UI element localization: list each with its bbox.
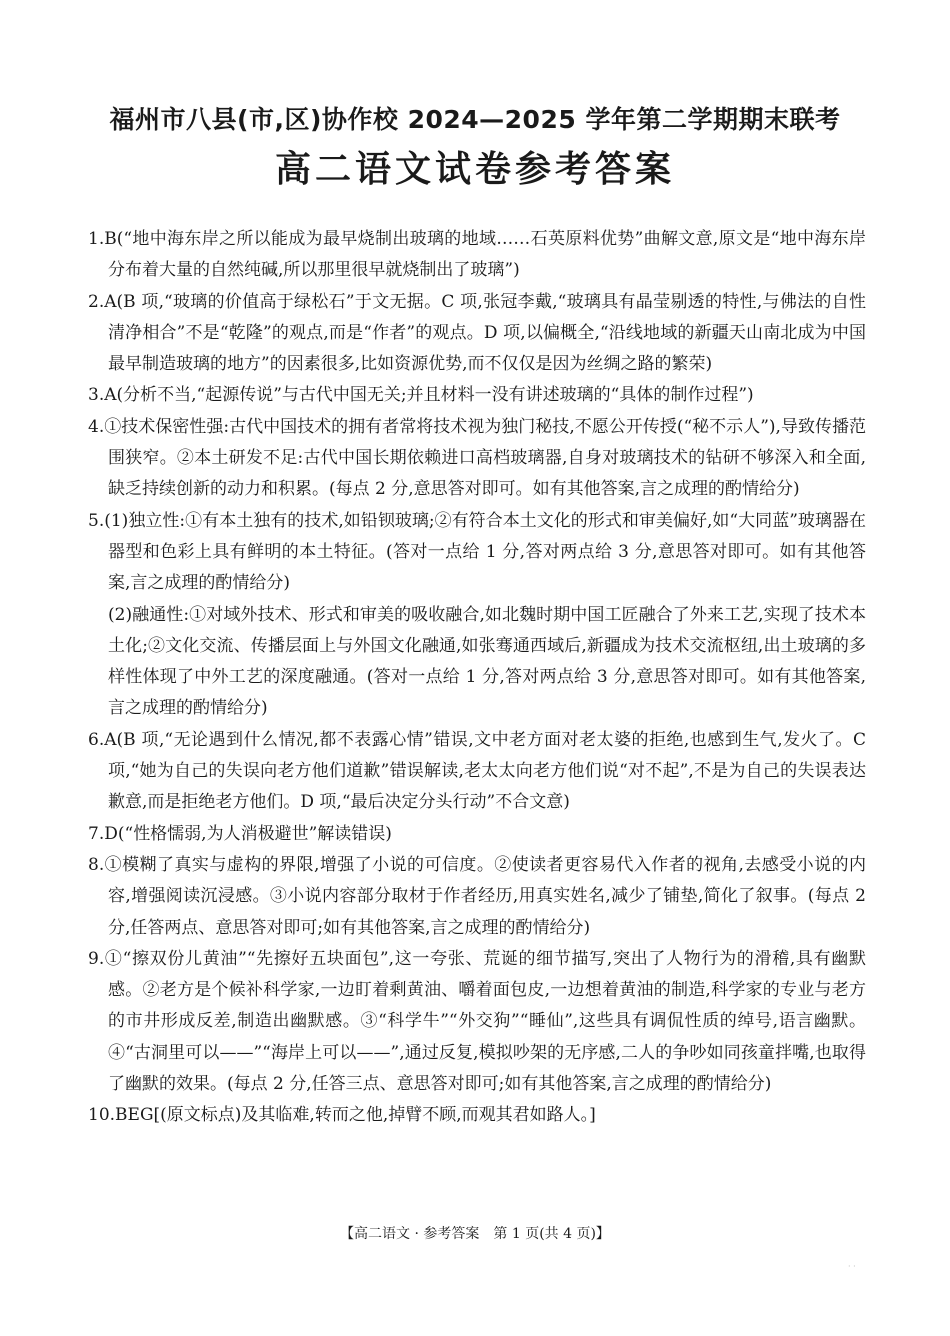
answer-item-9 (88, 944, 866, 1100)
answer-number: 3. (88, 385, 105, 406)
answer-item-8 (88, 850, 866, 944)
answer-number: 7. (88, 823, 105, 844)
answer-item-4 (88, 412, 866, 506)
answer-item-3 (88, 380, 866, 411)
answer-number: 2. (88, 291, 105, 312)
document-header (0, 100, 950, 198)
answer-item-1 (88, 224, 866, 287)
answer-item-7 (88, 819, 866, 850)
answer-item-5-part-2 (88, 600, 866, 725)
document-title: 高二语文试卷参考答案 (274, 149, 675, 190)
answer-text: (2)融通性:①对域外技术、形式和审美的吸收融合,如北魏时期中国工匠融合了外来工艺,实现了技术本土化;②文化交流、传播层面上与外国文化融通,如张骞通西域后,新疆成为技术交流枢纽,出土玻璃的多样性体现了中外工艺的深度融通。(答对一点给 1 分,答对两点给 3 分,意思答对即可。如有其他答案,言之成理的酌情给分) (108, 604, 866, 719)
answer-text: D(“性格懦弱,为人消极避世”解读错误) (104, 823, 392, 844)
answer-number: 9. (88, 948, 105, 969)
answer-text: ①技术保密性强:古代中国技术的拥有者常将技术视为独门秘技,不愿公开传授(“秘不示人”),导致传播范围狭窄。②本土研发不足:古代中国长期依赖进口高档玻璃器,自身对玻璃技术的钻研不够深入和全面,缺乏持续创新的动力和积累。(每点 2 分,意思答对即可。如有其他答案,言之成理的酌情给分) (104, 416, 866, 500)
answer-number: 8. (88, 854, 105, 875)
answer-number: 10. (88, 1105, 116, 1126)
answer-text: B(“地中海东岸之所以能成为最早烧制出玻璃的地域……石英原料优势”曲解文意,原文是“地中海东岸分布着大量的自然纯碱,所以那里很早就烧制出了玻璃”) (104, 229, 866, 281)
answer-list (88, 224, 866, 1132)
answer-text: A(B 项,“无论遇到什么情况,都不表露心情”错误,文中老方面对老太婆的拒绝,也感到生气,发火了。C 项,“她为自己的失误向老方他们道歉”错误解读,老太太向老方他们说“对不起”,不是为自己的失误表达歉意,而是拒绝老方他们。D 项,“最后决定分头行动”不合文意) (104, 729, 866, 813)
answer-number: 1. (88, 229, 105, 249)
answer-item-5 (88, 506, 866, 600)
answer-number: 5. (88, 510, 105, 531)
page-footer: 【高二语文 · 参考答案 第 1 页(共 4 页)】 (340, 1226, 610, 1242)
answer-text: (1)独立性:①有本土独有的技术,如铅钡玻璃;②有符合本土文化的形式和审美偏好,如“大同蓝”玻璃器在器型和色彩上具有鲜明的本土特征。(答对一点给 1 分,答对两点给 3 分,意思答对即可。如有其他答案,言之成理的酌情给分) (104, 510, 866, 594)
answer-item-2 (88, 287, 866, 381)
answer-text: A(分析不当,“起源传说”与古代中国无关;并且材料一没有讲述玻璃的“具体的制作过程”) (104, 385, 754, 406)
answer-text: ①“擦双份儿黄油”“先擦好五块面包”,这一夸张、荒诞的细节描写,突出了人物行为的滑稽,具有幽默感。②老方是个候补科学家,一边盯着剩黄油、嚼着面包皮,一边想着黄油的制造,科学家的专业与老方的市井形成反差,制造出幽默感。③“科学牛”“外交狗”“睡仙”,这些具有调侃性质的绰号,语言幽默。④“古洞里可以——”“海岸上可以——”,通过反复,模拟吵架的无序感,二人的争吵如同孩童拌嘴,也取得了幽默的效果。(每点 2 分,任答三点、意思答对即可;如有其他答案,言之成理的酌情给分) (104, 948, 866, 1095)
scan-mark-icon: · · (848, 1262, 856, 1271)
answer-item-6 (88, 725, 866, 819)
answer-text: BEG[(原文标点)及其临难,转而之他,掉臂不顾,而观其君如路人。] (115, 1105, 596, 1126)
exam-title: 福州市八县(市,区)协作校 2024—2025 学年第二学期期末联考 (109, 105, 841, 134)
answer-number: 6. (88, 729, 105, 750)
answer-text: A(B 项,“玻璃的价值高于绿松石”于文无据。C 项,张冠李戴,“玻璃具有晶莹剔透的特性,与佛法的自性清净相合”不是“乾隆”的观点,而是“作者”的观点。D 项,以偏概全,“沿线地域的新疆天山南北成为中国最早制造玻璃的地方”的因素很多,比如资源优势,而不仅仅是因为丝绸之路的繁荣) (104, 291, 866, 375)
answer-number: 4. (88, 416, 105, 437)
answer-item-10 (88, 1100, 866, 1131)
answer-text: ①模糊了真实与虚构的界限,增强了小说的可信度。②使读者更容易代入作者的视角,去感受小说的内容,增强阅读沉浸感。③小说内容部分取材于作者经历,用真实姓名,减少了铺垫,简化了叙事。(每点 2 分,任答两点、意思答对即可;如有其他答案,言之成理的酌情给分) (104, 854, 866, 938)
